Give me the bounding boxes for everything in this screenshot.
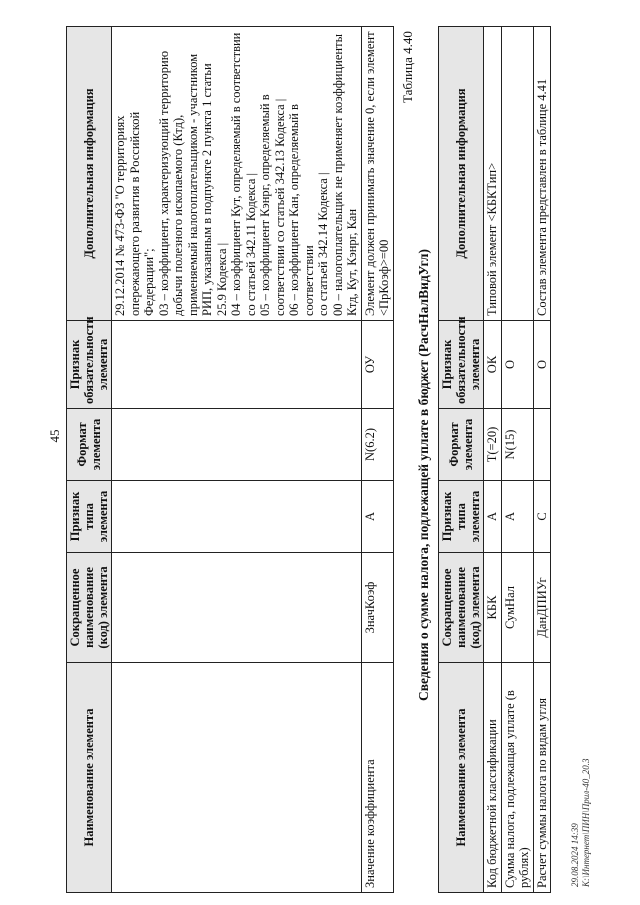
empty-cell	[112, 321, 362, 409]
footer-path: К:\Интернет\ПИН\Прил-40_20.3	[581, 758, 591, 887]
header-name: Наименование элемента	[67, 663, 112, 893]
page-number: 45	[47, 429, 62, 443]
empty-cell	[112, 663, 362, 893]
table-2-title: Сведения о сумме налога, подлежащей уплате в бюджет (РасчНалВидУгл)	[416, 249, 431, 701]
header-format: Формат элемента	[67, 409, 112, 481]
header-info: Дополнительная информация	[67, 27, 112, 321]
cell-format	[533, 409, 551, 481]
cell-short-name: СумНал	[501, 553, 533, 663]
info-line: 29.12.2014 № 473-ФЗ "О территориях	[113, 115, 127, 316]
info-line: со статьей 342.14 Кодекса |	[316, 172, 330, 316]
cell-type: А	[484, 481, 502, 553]
table-row	[501, 27, 533, 893]
info-line: соответствии со статьей 342.13 Кодекса |	[272, 98, 287, 316]
table-1-continuation-row	[112, 27, 362, 893]
cell-short-name: ДанДПИУг	[533, 553, 551, 663]
table-1	[66, 26, 394, 893]
cell-info: Элемент должен принимать значение 0, если элемент <ПрКоэф>=00	[361, 27, 393, 321]
info-line: применяемый налогоплательщиком - участником	[185, 53, 200, 316]
header-type: Признак типа элемента	[67, 481, 112, 553]
cell-type: С	[533, 481, 551, 553]
info-line: 04 – коэффициент Кут, определяемый в соответствии	[229, 32, 243, 316]
cell-format: Т(=20)	[484, 409, 502, 481]
empty-cell	[112, 553, 362, 663]
continuation-info	[112, 27, 362, 321]
table-2	[438, 26, 551, 893]
empty-cell	[112, 409, 362, 481]
info-line: РИП, указанным в подпункте 2 пункта 1 статьи	[200, 63, 214, 316]
header-name: Наименование элемента	[439, 663, 484, 893]
cell-info	[501, 27, 533, 321]
table-1-header-row	[67, 27, 112, 893]
info-line: 05 – коэффициент Кэнрг, определяемый в	[258, 94, 272, 316]
table-row	[361, 27, 393, 893]
cell-required: О	[501, 321, 533, 409]
header-short-name: Сокращенное наименование (код) элемента	[67, 553, 112, 663]
table-2-label: Таблица 4.40	[400, 31, 415, 103]
cell-format: N(6.2)	[361, 409, 393, 481]
cell-short-name: КБК	[484, 553, 502, 663]
cell-required: ОК	[484, 321, 502, 409]
info-line: 00 – налогоплательщик не применяет коэффициенты	[330, 34, 345, 316]
cell-short-name: ЗначКоэф	[361, 553, 393, 663]
header-format: Формат элемента	[439, 409, 484, 481]
cell-required: ОУ	[361, 321, 393, 409]
table-2-header-row	[439, 27, 484, 893]
cell-required: О	[533, 321, 551, 409]
footer-timestamp: 29.08.2024 14:39	[570, 823, 580, 887]
info-line: со статьей 342.11 Кодекса |	[243, 172, 258, 316]
header-required: Признак обязательности элемента	[67, 321, 112, 409]
info-line: 06 – коэффициент Кан, определяемый в соответствии	[287, 104, 316, 316]
cell-info: Состав элемента представлен в таблице 4.41	[533, 27, 551, 321]
info-line: Ктд, Кут, Кэнрг, Кан	[345, 208, 359, 316]
info-line: Федерации";	[142, 248, 156, 316]
info-line: добычи полезного ископаемого (Ктд),	[171, 114, 185, 316]
footer	[570, 759, 592, 887]
cell-type: А	[501, 481, 533, 553]
table-row	[484, 27, 502, 893]
cell-format: N(15)	[501, 409, 533, 481]
header-info: Дополнительная информация	[439, 27, 484, 321]
header-required: Признак обязательности элемента	[439, 321, 484, 409]
cell-name: Значение коэффициента	[361, 663, 393, 893]
cell-name: Сумма налога, подлежащая уплате (в рублях)	[501, 663, 533, 893]
info-line: 03 – коэффициент, характеризующий территорию	[156, 50, 171, 316]
info-line: опережающего развития в Российской	[127, 111, 142, 316]
header-type: Признак типа элемента	[439, 481, 484, 553]
info-line: 25.9 Кодекса |	[214, 242, 229, 316]
cell-type: А	[361, 481, 393, 553]
cell-name: Код бюджетной классификации	[484, 663, 502, 893]
table-row	[533, 27, 551, 893]
header-short-name: Сокращенное наименование (код) элемента	[439, 553, 484, 663]
empty-cell	[112, 481, 362, 553]
cell-name: Расчет суммы налога по видам угля	[533, 663, 551, 893]
cell-info: Типовой элемент <КБКТип>	[484, 27, 502, 321]
